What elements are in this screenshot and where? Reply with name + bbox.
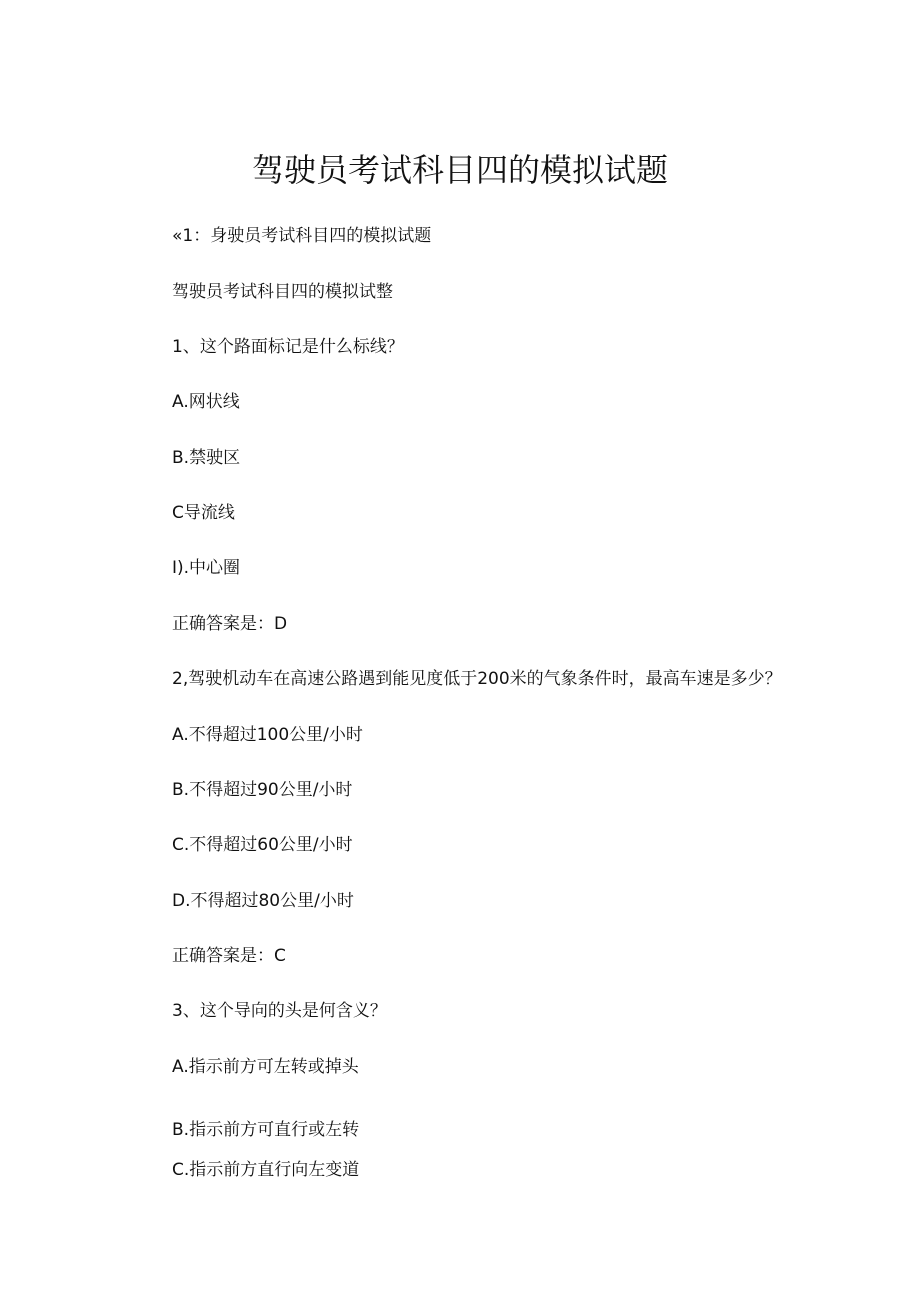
question-3-option-b: B.指示前方可直行或左转 xyxy=(172,1120,360,1140)
question-3-option-c: C.指示前方直行向左变道 xyxy=(172,1160,360,1180)
question-2-option-d: D.不得超过80公里/小时 xyxy=(172,891,354,911)
section-heading: «1：身驶员考试科目四的模拟试题 xyxy=(172,226,432,246)
question-3: 3、这个导向的头是何含义？ xyxy=(172,1001,387,1021)
question-2-option-a: A.不得超过100公里/小时 xyxy=(172,725,363,745)
question-3-option-a: A.指示前方可左转或掉头 xyxy=(172,1057,359,1077)
question-1: 1、这个路面标记是什么标线？ xyxy=(172,337,404,357)
question-1-answer: 正确答案是：D xyxy=(172,614,288,634)
question-1-option-b: B.禁驶区 xyxy=(172,448,241,468)
question-2-option-b: B.不得超过90公里/小时 xyxy=(172,780,353,800)
question-2-option-c: C.不得超过60公里/小时 xyxy=(172,835,353,855)
question-1-option-a: A.网状线 xyxy=(172,392,240,412)
question-1-option-d: I).中心圈 xyxy=(172,558,241,578)
subtitle-line: 驾驶员考试科目四的模拟试整 xyxy=(172,282,393,302)
question-2: 2,驾驶机动车在高速公路遇到能见度低于200米的气象条件时，最高车速是多少？ xyxy=(172,669,782,689)
question-1-option-c: C导流线 xyxy=(172,503,235,523)
document-title: 驾驶员考试科目四的模拟试题 xyxy=(251,151,668,189)
question-2-answer: 正确答案是：C xyxy=(172,946,286,966)
